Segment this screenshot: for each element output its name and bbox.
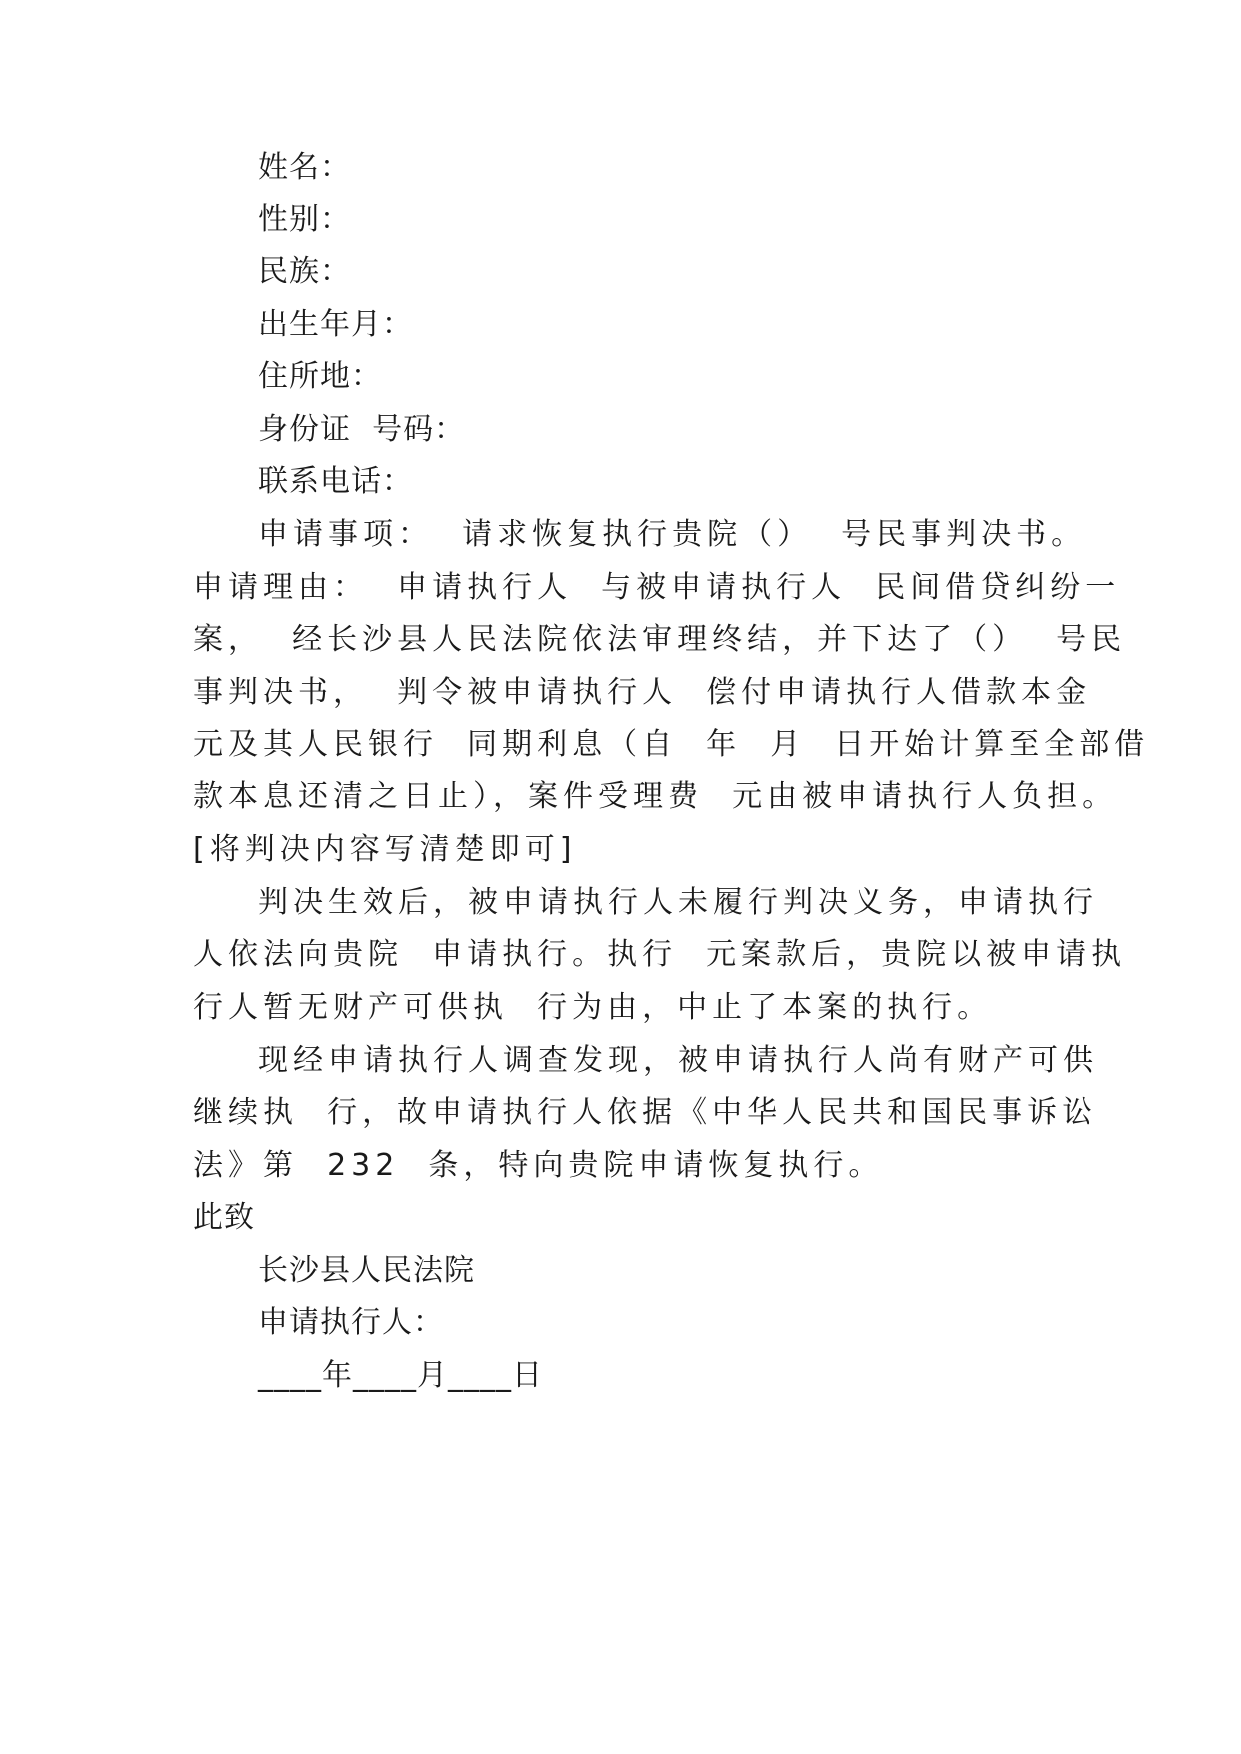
salutation: 此致 [193,1200,255,1235]
reason-note: [将判决内容写清楚即可] [193,832,577,867]
field-gender: 性别： [258,202,351,237]
field-phone: 联系电话： [258,464,413,499]
paragraph3-line: 法》第 232 条，特向贵院申请恢复执行。 [193,1148,884,1183]
field-ethnicity: 民族： [258,254,351,289]
paragraph2-line: 判决生效后，被申请执行人未履行判决义务，申请执行 [258,885,1098,920]
reason-line: 案， 经长沙县人民法院依法审理终结，并下达了（） 号民 [193,622,1127,657]
date-line: ____年____月____日 [258,1358,543,1393]
paragraph3-line: 现经申请执行人调查发现，被申请执行人尚有财产可供 [258,1043,1098,1078]
field-address: 住所地： [258,359,382,394]
reason-line: 元及其人民银行 同期利息（自 年 月 日开始计算至全部借 [193,727,1150,762]
reason-line: 款本息还清之日止），案件受理费 元由被申请执行人负担。 [193,779,1118,814]
paragraph2-line: 行人暂无财产可供执 行为由，中止了本案的执行。 [193,990,993,1025]
field-birth: 出生年月： [258,307,413,342]
reason-line: 事判决书， 判令被申请执行人 偿付申请执行人借款本金 [193,675,1092,710]
paragraph2-line: 人依法向贵院 申请执行。执行 元案款后，贵院以被申请执 [193,937,1127,972]
applicant-signature: 申请执行人： [258,1305,444,1340]
court-name: 长沙县人民法院 [258,1253,475,1288]
paragraph3-line: 继续执 行，故申请执行人依据《中华人民共和国民事诉讼 [193,1095,1098,1130]
request-line: 申请事项： 请求恢复执行贵院（） 号民事判决书。 [258,517,1087,552]
field-id-number: 身份证 号码： [258,412,466,447]
field-name: 姓名： [258,150,351,185]
reason-line: 申请理由： 申请执行人 与被申请执行人 民间借贷纠纷一 [193,570,1121,605]
